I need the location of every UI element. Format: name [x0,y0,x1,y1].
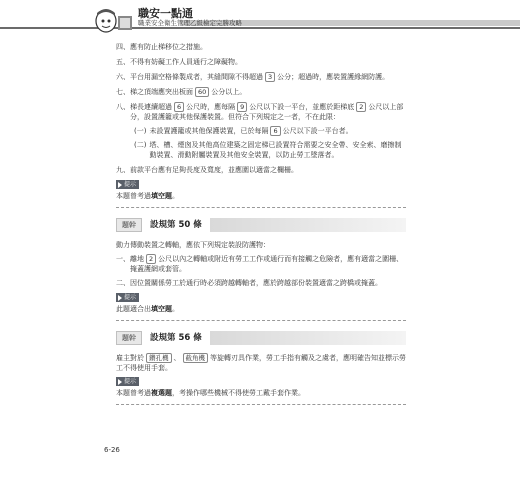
tip-note: 本題曾考過複選題，考操作哪些機械不得使勞工戴手套作業。 [116,389,305,397]
answer-box: 9 [237,102,247,112]
list-item: 九、 前款平台應有足夠長度及寬度，並應圍以適當之欄柵。 [116,166,298,174]
triangle-icon [118,379,122,385]
question-title: 設規第 56 條 [150,333,202,343]
sub-list-item: (二) 塔、槽、煙囪及其他高位建築之固定梯已設置符合需要之安全帶、安全索、磨擦制動裝置、滑動附屬裝置及其他安全裝置，以防止勞工墜落者。 [134,141,402,159]
answer-box: 6 [174,102,184,112]
question-header [116,331,406,345]
section-divider [116,404,406,405]
answer-box: 2 [146,254,156,264]
triangle-icon [118,182,122,188]
answer-box: 鑽孔機 [146,353,172,363]
list-item: 八、 梯長連續超過 6 公尺時，應每隔 9 公尺以下設一平台，並應於距梯底 2 公尺以上部分，設置護籠或其他保護裝置。但符合下列規定之一者，不在此限： [116,103,404,121]
tip-note: 本題曾考過填空題。 [116,192,179,200]
header-band [210,218,406,232]
question-header [116,218,406,232]
answer-box: 3 [265,72,275,82]
question-intro: 動力傳動裝置之轉軸，應依下列規定裝設防護物： [116,241,270,249]
list-item: 七、 梯之頂端應突出板面 60 公分以上。 [116,88,247,96]
answer-box: 2 [356,102,366,112]
tip-header [116,180,406,189]
question-label: 題幹 [116,218,142,232]
tip-header [116,293,406,302]
list-item: 五、 不得有妨礙工作人員通行之障礙物。 [116,58,242,66]
question-label: 題幹 [116,331,142,345]
list-item: 二、 因位置關係勞工於通行時必須跨越轉軸者，應於跨越部份裝置適當之跨橋或掩蓋。 [116,279,382,287]
main-content [116,42,406,415]
question-title: 設規第 50 條 [150,220,202,230]
header-band [210,331,406,345]
mascot-logo-icon [92,6,136,34]
section-divider [116,207,406,208]
sub-list-item: (一) 未設置護籠或其他保護裝置，已於每隔 6 公尺以下設一平台者。 [134,127,353,135]
header-rule [0,27,520,29]
list-item: 四、 應有防止梯移位之措施。 [116,43,207,51]
book-subtitle: 職業安全衛生管理乙級檢定完勝攻略 [138,19,242,27]
section-divider [116,320,406,321]
answer-box: 60 [195,87,209,97]
question-body: 雇主對於 鑽孔機 、 截角機 等旋轉刃具作業，勞工手指有觸及之虞者，應明確告知並標示勞工不得使用手套。 [116,354,406,372]
tip-badge: 提示 [116,293,139,302]
triangle-icon [118,295,122,301]
tip-note: 此題適合出填空題。 [116,305,179,313]
list-item: 六、 平台用漏空格條製成者，其縫間隙不得超過 3 公分；超過時，應裝置護緣網防護。 [116,73,390,81]
answer-box: 截角機 [183,353,209,363]
brand-title: 職安一點通 [138,7,193,20]
list-item: 一、 離地 2 公尺以內之轉軸或附近有勞工工作或通行而有接觸之危險者，應有適當之圍柵、掩蓋護網或套管。 [116,255,404,273]
tip-badge: 提示 [116,180,139,189]
tip-badge: 提示 [116,377,139,386]
page-header [0,0,520,36]
answer-box: 6 [270,126,280,136]
tip-header [116,377,406,386]
page-number: 6-26 [104,446,120,454]
